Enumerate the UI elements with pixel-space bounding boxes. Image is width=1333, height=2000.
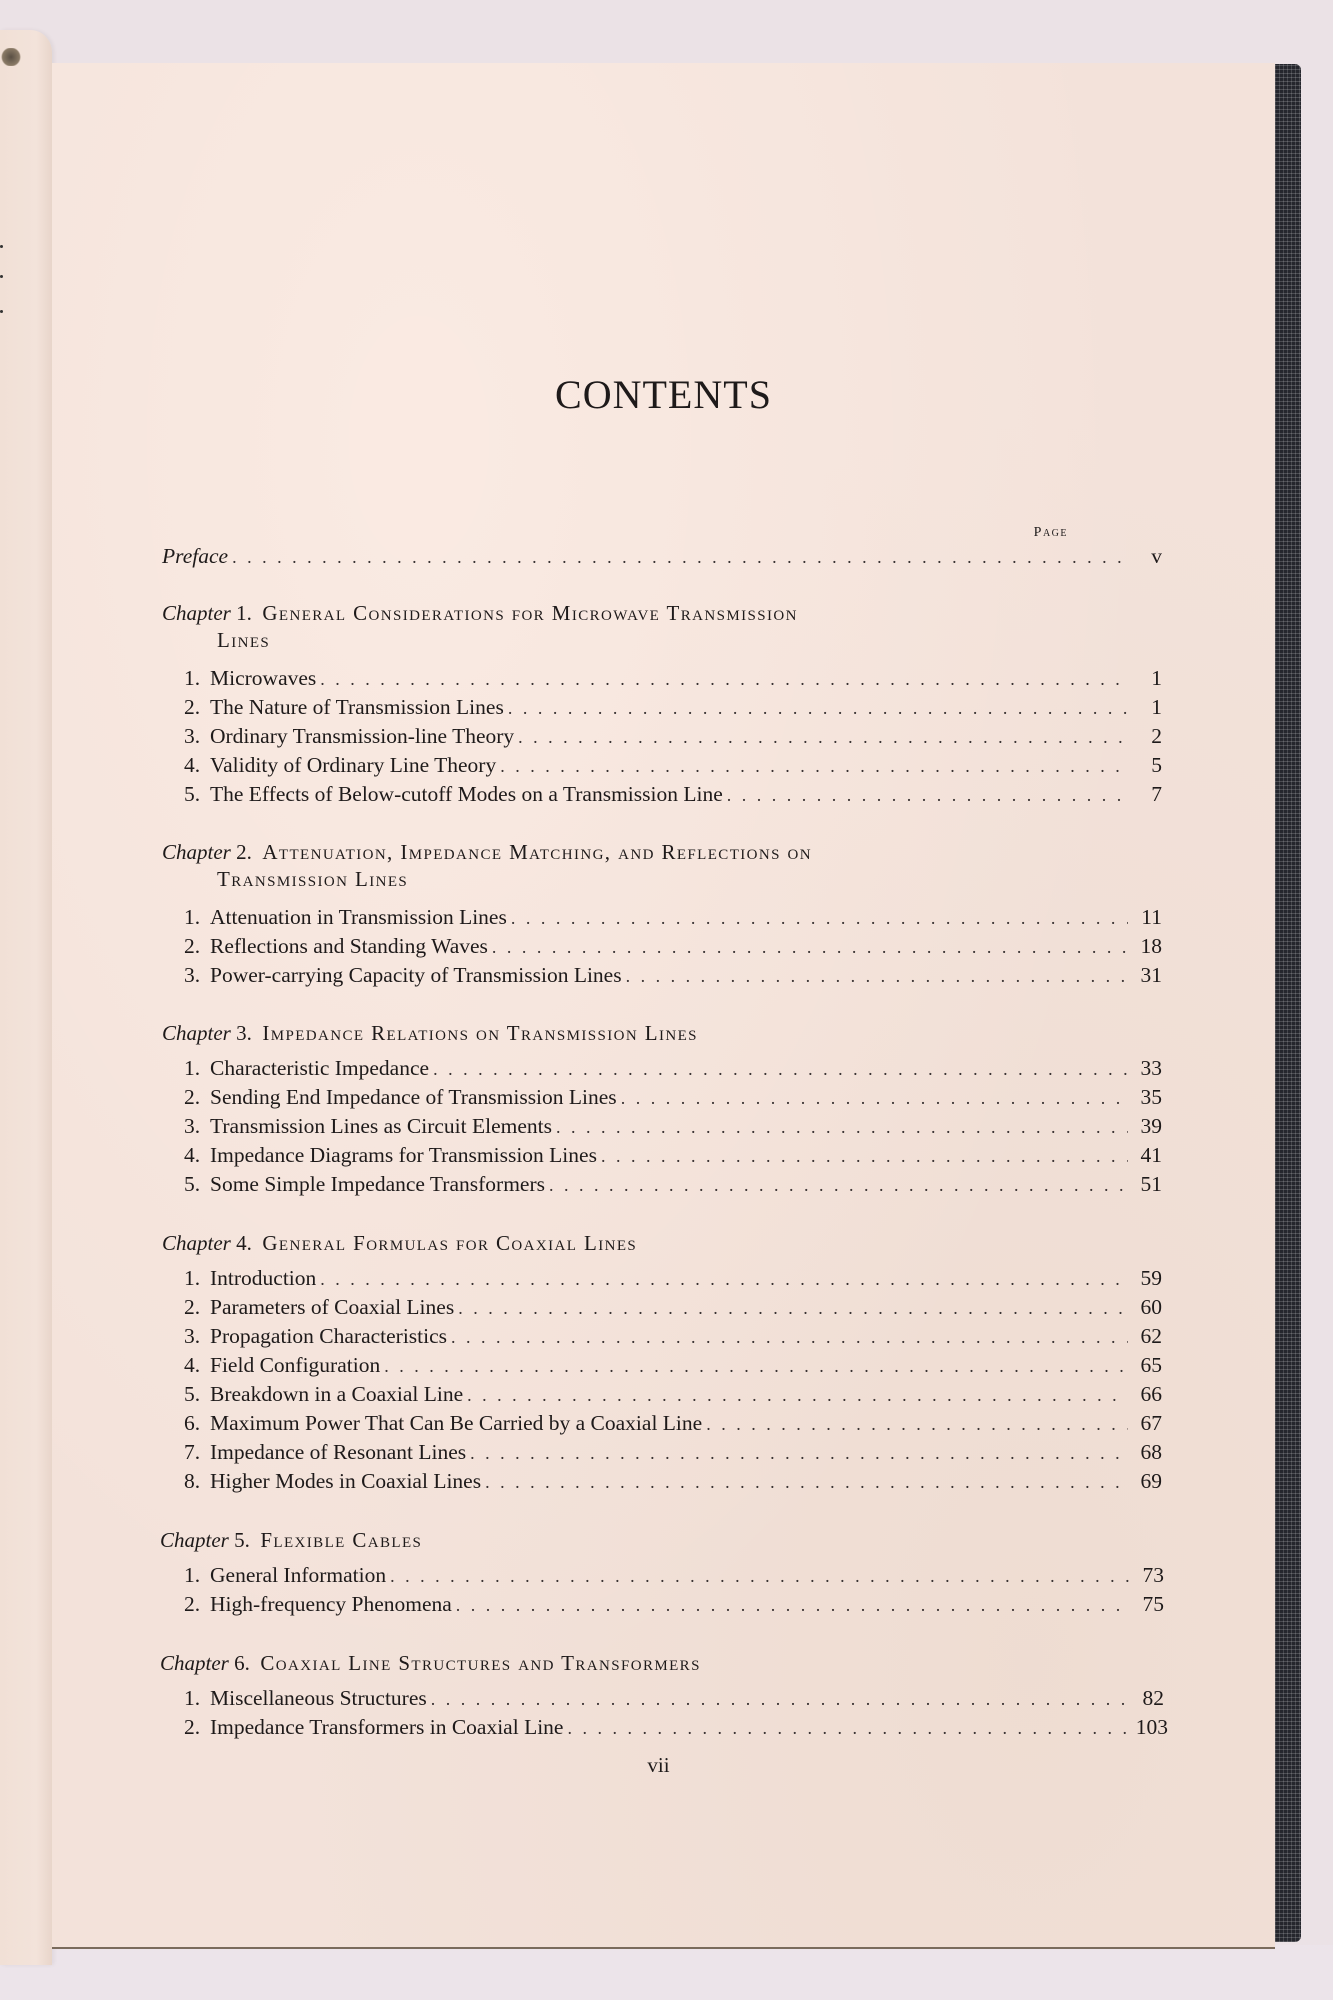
chapter-word: Chapter [160, 1528, 229, 1552]
entry-title: Maximum Power That Can Be Carried by a Coaxial Line [210, 1411, 703, 1435]
section-number: 4. [184, 1143, 201, 1167]
binding-thread [0, 48, 22, 66]
leader-dots [500, 756, 1128, 777]
ink-mark [0, 245, 3, 248]
toc-entry-preface [162, 544, 1162, 569]
leader-dots [431, 1689, 1130, 1710]
entry-title: Propagation Characteristics [210, 1324, 448, 1348]
entry-page: 35 [1140, 1085, 1162, 1109]
leader-dots [320, 669, 1128, 690]
entry-title: Higher Modes in Coaxial Lines [210, 1469, 482, 1493]
leader-dots [727, 785, 1128, 806]
entry-page: 41 [1140, 1143, 1162, 1167]
toc-entry [184, 1440, 1162, 1465]
chapter-number: 2. [236, 840, 252, 864]
leader-dots [470, 1443, 1128, 1464]
toc-entry [184, 1266, 1162, 1291]
leader-dots [384, 1356, 1128, 1377]
leader-dots [518, 727, 1128, 748]
toc-entry [184, 1324, 1162, 1349]
entry-title: Characteristic Impedance [210, 1056, 430, 1080]
entry-title: Validity of Ordinary Line Theory [210, 753, 497, 777]
entry-page: 73 [1142, 1563, 1164, 1587]
section-number: 5. [184, 1382, 201, 1406]
toc-entry [184, 724, 1162, 749]
section-number: 3. [184, 1324, 201, 1348]
book-page [52, 63, 1275, 1949]
toc-entry [184, 1085, 1162, 1110]
entry-title: Transmission Lines as Circuit Elements [210, 1114, 552, 1138]
section-number: 4. [184, 1353, 201, 1377]
entry-title: The Effects of Below-cutoff Modes on a Transmission Line [210, 782, 723, 806]
entry-title: Attenuation in Transmission Lines [210, 905, 507, 929]
table-of-contents [52, 63, 1275, 1947]
toc-entry [184, 1295, 1162, 1320]
leader-dots [320, 1269, 1128, 1290]
toc-entry [184, 905, 1162, 930]
section-number: 2. [184, 934, 201, 958]
entry-page: 67 [1140, 1411, 1162, 1435]
toc-entry [184, 1592, 1164, 1617]
entry-title: Sending End Impedance of Transmission Lines [210, 1085, 617, 1109]
section-number: 1. [184, 1563, 201, 1587]
chapter-word: Chapter [162, 1021, 231, 1045]
background-surface [0, 1945, 1333, 2000]
entry-title: Miscellaneous Structures [210, 1686, 427, 1710]
toc-entry [184, 1382, 1162, 1407]
entry-page: 65 [1140, 1353, 1162, 1377]
leader-dots [601, 1146, 1128, 1167]
chapter-heading [160, 1528, 422, 1553]
leader-dots [626, 966, 1128, 987]
toc-entry [184, 1686, 1164, 1711]
entry-title: Microwaves [210, 666, 317, 690]
toc-entry [184, 753, 1162, 778]
entry-page: 1 [1151, 695, 1162, 719]
chapter-word: Chapter [162, 840, 231, 864]
chapter-title-continued: Transmission Lines [217, 867, 409, 891]
leader-dots [556, 1117, 1128, 1138]
section-number: 3. [184, 1114, 201, 1138]
leader-dots [567, 1718, 1125, 1739]
page-title: CONTENTS [555, 372, 772, 417]
toc-entry [184, 963, 1162, 988]
section-number: 5. [184, 1172, 201, 1196]
section-number: 4. [184, 753, 201, 777]
entry-page: 68 [1140, 1440, 1162, 1464]
section-number: 3. [184, 963, 201, 987]
entry-title: Preface [162, 544, 229, 568]
entry-title: Some Simple Impedance Transformers [210, 1172, 545, 1196]
entry-title: Ordinary Transmission-line Theory [210, 724, 515, 748]
chapter-heading [162, 840, 812, 892]
section-number: 3. [184, 724, 201, 748]
leader-dots [433, 1059, 1128, 1080]
section-number: 1. [184, 1686, 201, 1710]
entry-title: High-frequency Phenomena [210, 1592, 452, 1616]
section-number: 7. [184, 1440, 201, 1464]
section-number: 1. [184, 1266, 201, 1290]
leader-dots [621, 1088, 1128, 1109]
leader-dots [511, 908, 1128, 929]
entry-page: 39 [1140, 1114, 1162, 1138]
toc-entry [184, 782, 1162, 807]
chapter-title: General Formulas for Coaxial Lines [262, 1231, 638, 1255]
section-number: 6. [184, 1411, 201, 1435]
chapter-number: 4. [236, 1231, 252, 1255]
entry-title: The Nature of Transmission Lines [210, 695, 504, 719]
section-number: 1. [184, 1056, 201, 1080]
section-number: 2. [184, 695, 201, 719]
toc-entry [184, 695, 1162, 720]
entry-page: 18 [1140, 934, 1162, 958]
entry-title: Reflections and Standing Waves [210, 934, 488, 958]
toc-entry [184, 934, 1162, 959]
entry-page: 103 [1135, 1715, 1168, 1739]
entry-title: Parameters of Coaxial Lines [210, 1295, 455, 1319]
leader-dots [549, 1175, 1128, 1196]
leader-dots [456, 1595, 1130, 1616]
section-number: 2. [184, 1295, 201, 1319]
section-number: 8. [184, 1469, 201, 1493]
leader-dots [232, 547, 1128, 568]
chapter-heading [162, 601, 798, 653]
chapter-heading [160, 1651, 701, 1676]
toc-entry [184, 1563, 1164, 1588]
chapter-title: Impedance Relations on Transmission Lines [262, 1021, 698, 1045]
chapter-word: Chapter [162, 601, 231, 625]
leader-dots [390, 1566, 1130, 1587]
entry-page: 59 [1140, 1266, 1162, 1290]
entry-page: 33 [1140, 1056, 1162, 1080]
entry-title: Impedance Diagrams for Transmission Lines [210, 1143, 597, 1167]
toc-entry [184, 1715, 1168, 1740]
chapter-title-continued: Lines [217, 628, 271, 652]
entry-page: 51 [1140, 1172, 1162, 1196]
section-number: 2. [184, 1085, 201, 1109]
section-number: 2. [184, 1592, 201, 1616]
ink-mark [0, 310, 3, 313]
page-column-label: Page [1033, 525, 1068, 540]
entry-title: Impedance Transformers in Coaxial Line [210, 1715, 564, 1739]
section-number: 1. [184, 666, 201, 690]
entry-page: 31 [1140, 963, 1162, 987]
entry-page: 69 [1140, 1469, 1162, 1493]
leader-dots [485, 1472, 1128, 1493]
chapter-title: Attenuation, Impedance Matching, and Reflections on [262, 840, 812, 864]
chapter-heading [162, 1021, 698, 1046]
entry-page: 62 [1140, 1324, 1162, 1348]
entry-title: Power-carrying Capacity of Transmission Lines [210, 963, 622, 987]
leader-dots [492, 937, 1128, 958]
toc-entry [184, 1056, 1162, 1081]
leader-dots [458, 1298, 1128, 1319]
toc-entry [184, 1411, 1162, 1436]
entry-title: Impedance of Resonant Lines [210, 1440, 467, 1464]
entry-page: 82 [1142, 1686, 1164, 1710]
leader-dots [451, 1327, 1128, 1348]
toc-entry [184, 1143, 1162, 1168]
chapter-title: Coaxial Line Structures and Transformers [260, 1651, 701, 1675]
toc-entry [184, 666, 1162, 691]
chapter-number: 3. [236, 1021, 252, 1045]
toc-entry [184, 1353, 1162, 1378]
chapter-heading [162, 1231, 637, 1256]
entry-page: 1 [1151, 666, 1162, 690]
leader-dots [508, 698, 1128, 719]
entry-page: 11 [1141, 905, 1162, 929]
toc-entry [184, 1172, 1162, 1197]
chapter-title: Flexible Cables [260, 1528, 423, 1552]
chapter-title: General Considerations for Microwave Transmission [262, 601, 798, 625]
section-number: 1. [184, 905, 201, 929]
entry-page: 5 [1151, 753, 1162, 777]
leader-dots [706, 1414, 1128, 1435]
chapter-number: 6. [234, 1651, 250, 1675]
entry-page: 7 [1151, 782, 1162, 806]
section-number: 5. [184, 782, 201, 806]
chapter-number: 5. [234, 1528, 250, 1552]
entry-title: Breakdown in a Coaxial Line [210, 1382, 464, 1406]
chapter-word: Chapter [162, 1231, 231, 1255]
cloth-cover-edge [1275, 64, 1301, 1942]
entry-title: Field Configuration [210, 1353, 381, 1377]
leader-dots [467, 1385, 1128, 1406]
left-page-edge [0, 30, 52, 1965]
section-number: 2. [184, 1715, 201, 1739]
entry-page: v [1151, 544, 1162, 568]
entry-title: General Information [210, 1563, 387, 1587]
entry-page: 60 [1140, 1295, 1162, 1319]
chapter-number: 1. [236, 601, 252, 625]
toc-entry [184, 1114, 1162, 1139]
entry-page: 2 [1151, 724, 1162, 748]
entry-page: 75 [1142, 1592, 1164, 1616]
entry-page: 66 [1140, 1382, 1162, 1406]
entry-title: Introduction [210, 1266, 317, 1290]
chapter-word: Chapter [160, 1651, 229, 1675]
toc-entry [184, 1469, 1162, 1494]
page-number: vii [647, 1753, 670, 1777]
ink-mark [0, 275, 3, 278]
